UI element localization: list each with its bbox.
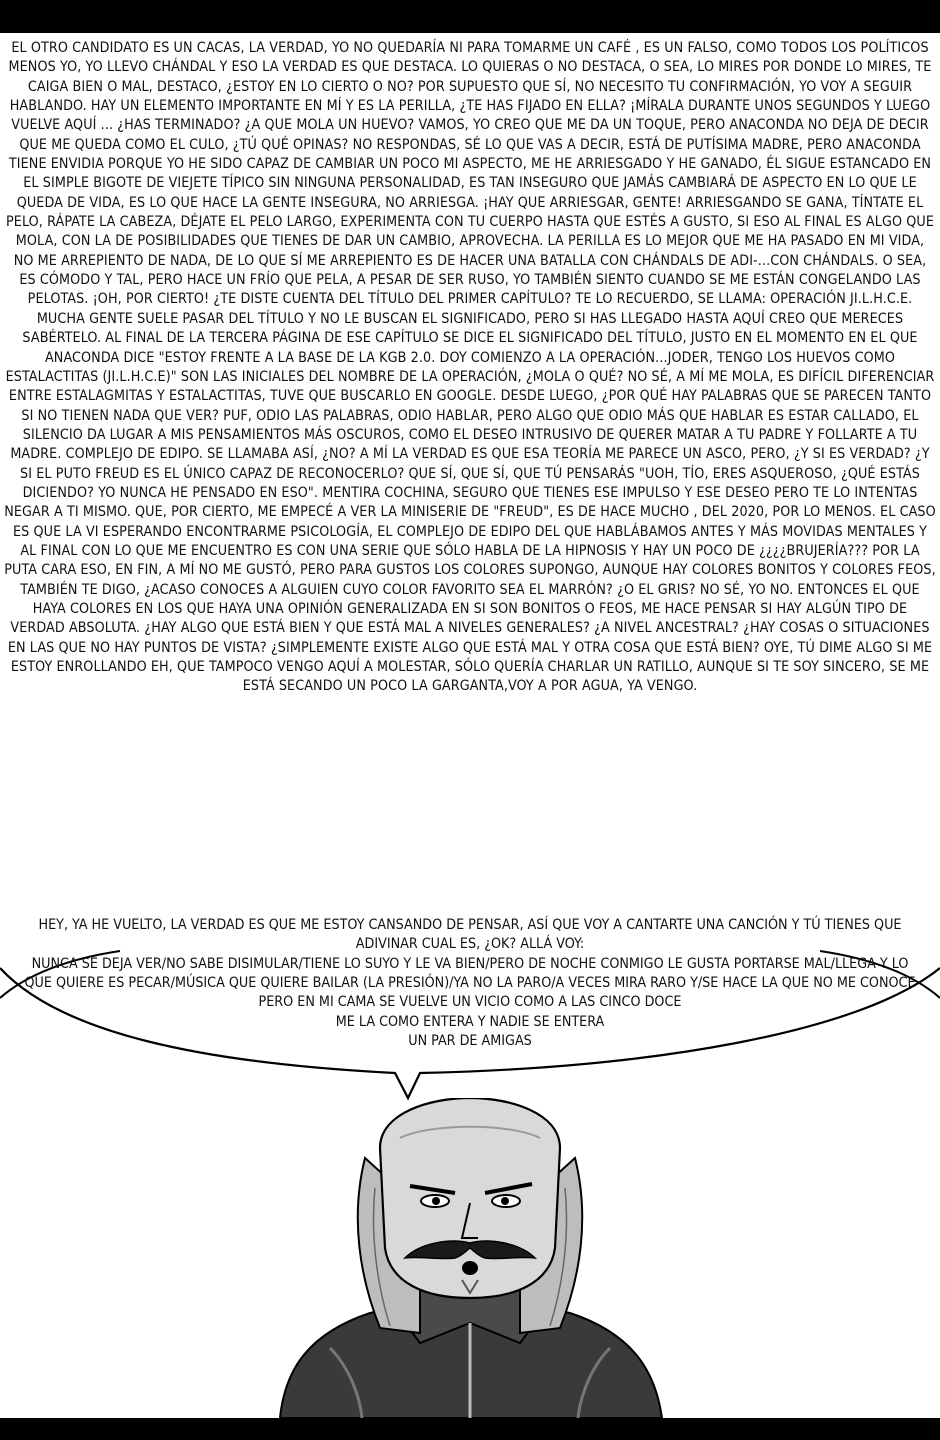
monologue-text	[4, 39, 936, 697]
song-intro: HEY, YA HE VUELTO, LA VERDAD ES QUE ME ESTOY CANSANDO DE PENSAR, ASÍ QUE VOY A CANTARTE UNA CANCIÓN Y TÚ TIENES QUE ADIVINAR CUAL ES, ¿OK? ALLÁ VOY:	[38, 917, 902, 953]
song-text	[14, 916, 926, 1051]
bottom-border	[0, 1418, 940, 1440]
song-line-2: PERO EN MI CAMA SE VUELVE UN VICIO COMO A LAS CINCO DOCE	[258, 994, 682, 1011]
character-illustration	[270, 1098, 670, 1418]
comic-panel	[0, 33, 940, 1418]
top-border	[0, 0, 940, 33]
monologue-paragraph: EL OTRO CANDIDATO ES UN CACAS, LA VERDAD, YO NO QUEDARÍA NI PARA TOMARME UN CAFÉ , ES UN FALSO, COMO TODOS LOS POLÍTICOS MENOS YO, YO LLEVO CHÁNDAL Y ESO LA VERDAD ES QUE DESTACA. LO QUIERAS O NO DESTACA, O SEA, LO MIRES POR DONDE LO MIRES, TE CAIGA BIEN O MAL, DESTACO, ¿ESTOY EN LO CIERTO O NO? POR SUPUESTO QUE SÍ, NO NECESITO TU CONFIRMACIÓN, YO VOY A SEGUIR HABLANDO. HAY UN ELEMENTO IMPORTANTE EN MÍ Y ES LA PERILLA, ¿TE HAS FIJADO EN ELLA? ¡MÍRALA DURANTE UNOS SEGUNDOS Y LUEGO VUELVE AQUÍ ... ¿HAS TERMINADO? ¿A QUE MOLA UN HUEVO? VAMOS, YO CREO QUE ME DA UN TOQUE, PERO ANACONDA NO DEJA DE DECIR QUE ME QUEDA COMO EL CULO, ¿TÚ QUÉ OPINAS? NO RESPONDAS, SÉ LO QUE VAS A DECIR, ESTÁ DE PUTÍSIMA MADRE, PERO ANACONDA TIENE ENVIDIA PORQUE YO HE SIDO CAPAZ DE CAMBIAR UN POCO MI ASPECTO, ME HE ARRIESGADO Y HE GANADO, ÉL SIGUE ESTANCADO EN EL SIMPLE BIGOTE DE VIEJETE TÍPICO SIN NINGUNA PERSONALIDAD, ES TAN INSEGURO QUE JAMÁS CAMBIARÁ DE ASPECTO EN LO QUE LE QUEDA DE VIDA, ES LO QUE HACE LA GENTE INSEGURA, NO ARRIESGA. ¡HAY QUE ARRIESGAR, GENTE! ARRIESGANDO SE GANA, TÍNTATE EL PELO, RÁPATE LA CABEZA, DÉJATE EL PELO LARGO, EXPERIMENTA CON TU CUERPO HASTA QUE ESTÉS A GUSTO, SI ESO AL FINAL ES ALGO QUE MOLA, CON LA DE POSIBILIDADES QUE TIENES DE DAR UN CAMBIO, APROVECHA. LA PERILLA ES LO MEJOR QUE ME HA PASADO EN MI VIDA, NO ME ARREPIENTO DE NADA, DE LO QUE SÍ ME ARREPIENTO ES DE HACER UNA BATALLA CON CHÁNDALS DE ADI-...CON CHÁNDALS. O SEA, ES CÓMODO Y TAL, PERO HACE UN FRÍO QUE PELA, A PESAR DE SER RUSO, YO TAMBIÉN SIENTO CUANDO SE ME ESTÁN CONGELANDO LAS PELOTAS. ¡OH, POR CIERTO! ¿TE DISTE CUENTA DEL TÍTULO DEL PRIMER CAPÍTULO? TE LO RECUERDO, SE LLAMA: OPERACIÓN JI.L.H.C.E. MUCHA GENTE SUELE PASAR DEL TÍTULO Y NO LE BUSCAN EL SIGNIFICADO, PERO SI HAS LLEGADO HASTA AQUÍ CREO QUE MERECES SABÉRTELO. AL FINAL DE LA TERCERA PÁGINA DE ESE CAPÍTULO SE DICE EL SIGNIFICADO DEL TÍTULO, JUSTO EN EL MOMENTO EN EL QUE ANACONDA DICE "ESTOY FRENTE A LA BASE DE LA KGB 2.0. DOY COMIENZO A LA OPERACIÓN...JODER, TENGO LOS HUEVOS COMO ESTALACTITAS (JI.L.H.C.E)" SON LAS INICIALES DEL NOMBRE DE LA OPERACIÓN, ¿MOLA O QUÉ? NO SÉ, A MÍ ME MOLA, ES DIFÍCIL DIFERENCIAR ENTRE ESTALAGMITAS Y ESTALACTITAS, TUVE QUE BUSCARLO EN GOOGLE. DESDE LUEGO, ¿POR QUÉ HAY PALABRAS QUE SE PARECEN TANTO SI NO TIENEN NADA QUE VER? PUF, ODIO LAS PALABRAS, ODIO HABLAR, PERO ALGO QUE ODIO MÁS QUE HABLAR ES ESTAR CALLADO, EL SILENCIO DA LUGAR A MIS PENSAMIENTOS MÁS OSCUROS, COMO EL DESEO INTRUSIVO DE QUERER MATAR A TU PADRE Y FOLLARTE A TU MADRE. COMPLEJO DE EDIPO. SE LLAMABA ASÍ, ¿NO? A MÍ LA VERDAD ES QUE ESA TEORÍA ME PARECE UN ASCO, PERO, ¿Y SI ES VERDAD? ¿Y SI EL PUTO FREUD ES EL ÚNICO CAPAZ DE RECONOCERLO? QUE SÍ, QUE SÍ, QUE TÚ PENSARÁS "UOH, TÍO, ERES ASQUEROSO, ¿QUÉ ESTÁS DICIENDO? YO NUNCA HE PENSADO EN ESO". MENTIRA COCHINA, SEGURO QUE TIENES ESE IMPULSO Y ESE DESEO PERO TE LO INTENTAS NEGAR A TI MISMO. QUE, POR CIERTO, ME EMPECÉ A VER LA MINISERIE DE "FREUD", ES DE HACE MUCHO , DEL 2020, POR LO MENOS. EL CASO ES QUE LA VI ESPERANDO ENCONTRARME PSICOLOGÍA, EL COMPLEJO DE EDIPO DEL QUE HABLÁBAMOS ANTES Y MÁS MOVIDAS MENTALES Y AL FINAL CON LO QUE ME ENCUENTRO ES CON UNA SERIE QUE SÓLO HABLA DE LA HIPNOSIS Y HAY UN POCO DE ¿¿¿¿BRUJERÍA??? POR LA PUTA CARA ESO, EN FIN, A MÍ NO ME GUSTÓ, PERO PARA GUSTOS LOS COLORES SUPONGO, AUNQUE HAY COLORES BONITOS Y COLORES FEOS, TAMBIÉN TE DIGO, ¿ACASO CONOCES A ALGUIEN CUYO COLOR FAVORITO SEA EL MARRÓN? ¿O EL GRIS? NO SÉ, YO NO. ENTONCES EL QUE HAYA COLORES EN LOS QUE HAYA UNA OPINIÓN GENERALIZADA EN SI SON BONITOS O FEOS, ME HACE PENSAR SI HAY ALGÚN TIPO DE VERDAD ABSOLUTA. ¿HAY ALGO QUE ESTÁ BIEN Y QUE ESTÁ MAL A NIVELES GENERALES? ¿A NIVEL ANCESTRAL? ¿HAY COSAS O SITUACIONES EN LAS QUE NO HAY PUNTOS DE VISTA? ¿SIMPLEMENTE EXISTE ALGO QUE ESTÁ MAL Y OTRA COSA QUE ESTÁ BIEN? OYE, TÚ DIME ALGO SI ME ESTOY ENROLLANDO EH, QUE TAMPOCO VENGO AQUÍ A MOLESTAR, SÓLO QUERÍA CHARLAR UN RATILLO, AUNQUE SI TE SOY SINCERO, SE ME ESTÁ SECANDO UN POCO LA GARGANTA,VOY A POR AGUA, YA VENGO.	[4, 40, 936, 695]
song-lyrics: NUNCA SE DEJA VER/NO SABE DISIMULAR/TIENE LO SUYO Y LE VA BIEN/PERO DE NOCHE CONMIGO LE GUSTA PORTARSE MAL/LLEGA Y LO QUE QUIERE ES PECAR/MÚSICA QUE QUIERE BAILAR (LA PRESIÓN)/YA NO LA PARO/A VECES MIRA RARO Y/SE HACE LA QUE NO ME CONOCE	[24, 955, 916, 992]
song-line-4: UN PAR DE AMIGAS	[408, 1033, 532, 1050]
song-line-3: ME LA COMO ENTERA Y NADIE SE ENTERA	[335, 1013, 605, 1030]
